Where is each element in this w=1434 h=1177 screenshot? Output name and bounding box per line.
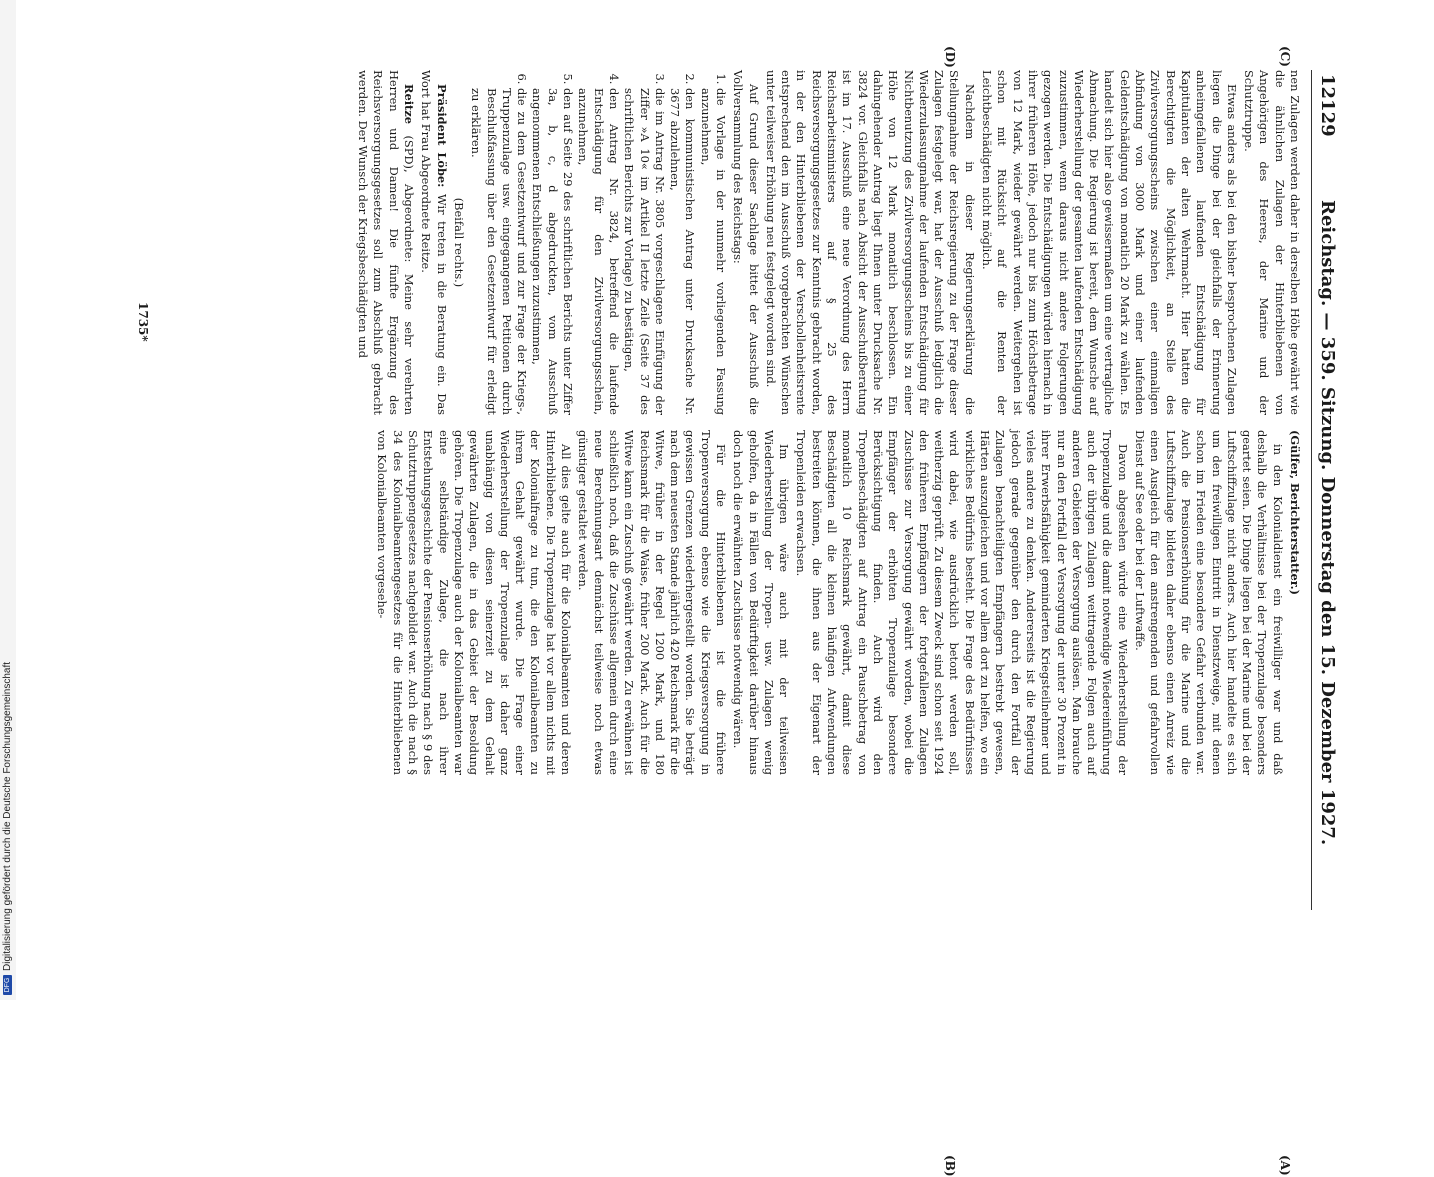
dfg-logo: DFG: [3, 975, 12, 995]
header-rule: [1311, 70, 1312, 910]
list-item: 4. den Antrag Nr. 3824, betreffend die laufende Entschädigung für den Zivilversorgungsschein, anzunehmen,: [575, 88, 621, 415]
page-number: 12129: [1317, 74, 1338, 137]
paragraph: Für die Hinterbliebenen ist die frühere Tropenversorgung ebenso wie die Kriegsversorgung in gewissen Grenzen wiederhergestellt worden. Sie beträgt nach dem neuesten Stande jährlich 420 Reichsmark für die Witwe, früher in der Regel 1200 Mark, und 180 Reichsmark für die Waise, früher 200 Mark. Auch für die Witwe kann ein Zuschuß gewährt werden. Zu erwähnen ist schließlich noch, daß die Zuschüsse allgemein durch eine neue Berechnungsart demnächst teilweise noch etwas günstiger gestaltet werden.: [576, 430, 729, 775]
paragraph: Etwas anders als bei den bisher besprochenen Zulagen liegen die Dinge bei der gleichfalls der Erinnerung anheimgefallenen laufenden Entschädigung für Kapitulanten der alten Wehrmacht. Hier hatten die Berechtigten die Möglichkeit, an Stelle des Zivilversorgungsscheins zwischen einer einmaligen Abfindung von 3000 Mark und einer laufenden Geldentschädigung von monatlich 20 Mark zu wählen. Es handelt sich hier also gewissermaßen um eine vertragliche Abmachung. Die Regierung ist bereit, dem Wunsche auf Wiederherstellung der gesamten laufenden Entschädigung zuzustimmen, wenn daraus nicht andere Folgerungen gezogen werden. Die Entschädigungen würden hiernach in ihrer früheren Höhe, jedoch nur bis zum Höchstbetrage von 12 Mark, wieder gewährt werden. Weitergehen ist schon mit Rücksicht auf die Renten der Leichtbeschädigten nicht möglich.: [980, 70, 1239, 415]
speaker-label: Reitze: [402, 84, 417, 125]
right-column: [372, 430, 1302, 1177]
margin-marker-c: (C): [1278, 46, 1292, 67]
paragraph: nen Zulagen werden daher in derselben Höhe gewährt wie die ähnlichen Zulagen der Hinterbliebenen von Angehörigen des Heeres, der Marine und der Schutztruppe.: [1242, 70, 1302, 415]
left-column: [353, 46, 1302, 416]
speaker-statement: [355, 70, 416, 415]
page-header: [1310, 70, 1340, 910]
paragraph: in den Kolonialdienst ein freiwilliger war und daß deshalb die Verhältnisse bei der Tropenzulage besonders geartet seien. Die Dinge liegen bei der Marine und bei der Luftschiffzulage nicht anders. Auch hier handelte es sich um den freiwilligen Eintritt in Dienstzweige, mit denen schon im Frieden eine besondere Gefahr verbunden war. Auch die Pensionserhöhung für die Marine und die Luftschiffzulage bildeten daher ebenso einen Anreiz wie einen Ausgleich für den anstrengenden und gefahrvollen Dienst auf See oder bei der Luftwaffe.: [1133, 430, 1285, 775]
list-item: 3. die im Antrag Nr. 3805 vorgeschlagene Einfügung der Ziffer »A 10« im Artikel II letzte Zeile (Seite 37 des schriftlichen Berichts zur Vorlage) zu bestätigen,: [621, 88, 667, 415]
president-text: Wir treten in die Beratung ein. Das Wort hat Frau Abgeordnete Reitze.: [419, 70, 449, 416]
paragraph: Davon abgesehen würde eine Wiederherstellung der Tropenzulage und die damit notwendige Wiedereinführung auch der übrigen Zulagen weittragende Folgen auch auf anderen Gebieten der Versorgung auslösen. Man brauche nur an den Fortfall der Versorgung der unter 30 Prozent in ihrer Erwerbsfähigkeit geminderten Kriegsteilnehmer und vieles andere zu denken. Andererseits ist die Regierung jedoch gerade gegenüber den durch den Fortfall der Zulagen benachteiligten Empfängern bestrebt gewesen, Härten auszugleichen und vor allem dort zu helfen, wo ein wirkliches Bedürfnis besteht. Die Frage des Bedürfnisses wird dabei, wie ausdrücklich betont werden soll, weitherzig geprüft. Zu diesem Zweck sind schon seit 1924 den früheren Empfängern der fortgefallenen Zulagen Zuschüsse zur Versorgung gewährt worden, wobei die Empfänger der erhöhten Tropenzulage besondere Berücksichtigung finden. Auch wird den Tropenbeschädigten auf Antrag ein Pauschbetrag von monatlich 10 Reichsmark gewährt, damit diese Beschädigten all die kleinen häufigen Aufwendungen bestreiten können, die ihnen aus der Eigenart der Tropenleiden erwachsen.: [794, 430, 1130, 775]
list-item: 1. die Vorlage in der nunmehr vorliegenden Fassung anzunehmen,: [697, 88, 728, 415]
margin-marker-a: (A): [1278, 1155, 1292, 1176]
footer-text: Digitalisierung gefördert durch die Deutsche Forschungsgemeinschaft: [2, 661, 13, 971]
applause-note: (Beifall rechts.): [451, 197, 466, 288]
paragraph: Nachdem in dieser Regierungserklärung die Stellungnahme der Reichsregierung zu der Frage dieser Zulagen festgelegt war, hat der Ausschuß lediglich die Wiederzulassungnahme der laufenden Entschädigung für Nichtbenutzung des Zivilversorgungsscheins bis zu einer Höhe von 12 Mark monatlich beschlossen. Ein dahingehender Antrag liegt Ihnen unter Drucksache Nr. 3824 vor. Gleichfalls nach Absicht der Ausschußberatung ist im 17. Ausschuß eine neue Verordnung des Herrn Reichsarbeitsministers auf § 25 des Reichsversorgungsgesetzes zur Kenntnis gebracht worden, in der den Hinterbliebenen der Verschollenheitsrente entsprechend den im Ausschuß vorgebrachten Wünschen unter teilweiser Erhöhung neu festgelegt worden sind.: [763, 70, 977, 415]
paragraph: All dies gelte auch für die Kolonialbeamten und deren Hinterbliebene. Die Tropenzulage hat vor allem nichts mit der Kolonialfrage zu tun, die den Kolonialbeamten zu ihrem Gehalt gewährt wurde. Die Frage einer Wiederherstellung der Tropenzulage ist daher ganz unabhängig von diesen seinerzeit zu dem Gehalt gewährten Zulagen, die in das Gebiet der Besoldung gehören. Die Tropenzulage auch der Kolonialbeamten war eine selbständige Zulage, die nach ihrer Entstehungsgeschichte der Pensionserhöhung nach § 9 des Schutztruppengesetzes nachgebildet war. Auch die nach § 34 des Kolonialbeamtengesetzes für die Hinterbliebenen von Kolonialbeamten vorgesehe-: [375, 430, 574, 775]
margin-marker-d: (D): [943, 46, 957, 68]
list-item: 6. die zu dem Gesetzentwurf und zur Frage der Kriegs-, Truppenzulage usw. eingegangenen Petitionen durch Beschlußfassung über den Gesetzentwurf für erledigt zu erklären.: [468, 88, 529, 415]
margin-marker-b: (B): [943, 1155, 957, 1177]
paragraph: Im übrigen wäre auch mit der teilweisen Wiederherstellung der Tropen- usw. Zulagen wenig geholfen, da in Fällen von Bedürftigkeit darüber hinaus doch noch die erwähnten Zuschüsse notwendig wären.: [731, 430, 792, 775]
president-statement: [418, 70, 449, 415]
speaker-continuation: (Gülfer, Berichterstatter.): [1288, 430, 1302, 596]
list-item: 2. den kommunistischen Antrag unter Drucksache Nr. 3677 abzulehnen,: [667, 88, 698, 415]
digitization-footer: [2, 662, 13, 995]
paragraph: Auf Grund dieser Sachlage bittet der Ausschuß die Vollversammlung des Reichstags:: [731, 70, 761, 415]
print-signature: 1735*: [136, 302, 150, 342]
president-label: Präsident Löbe:: [434, 84, 449, 188]
running-head: Reichstag. — 359. Sitzung. Donnerstag den 15. Dezember 1927.: [1317, 200, 1338, 846]
motion-list: [468, 70, 728, 415]
list-item: 5. den auf Seite 29 des schriftlichen Berichts unter Ziffer 3a, b, c, d abgedruckten, vom Ausschuß angenommenen Entschließungen zuzustimmen,: [529, 88, 575, 415]
speaker-text: (SPD), Abgeordnete: Meine sehr verehrten Herren und Damen! Die fünfte Ergänzung des Reichsversorgungsgesetzes soll zum Abschluß gebracht werden. Der Wunsch der Kriegsbeschädigten und: [356, 70, 417, 415]
scanned-page: [120, 46, 1340, 1177]
